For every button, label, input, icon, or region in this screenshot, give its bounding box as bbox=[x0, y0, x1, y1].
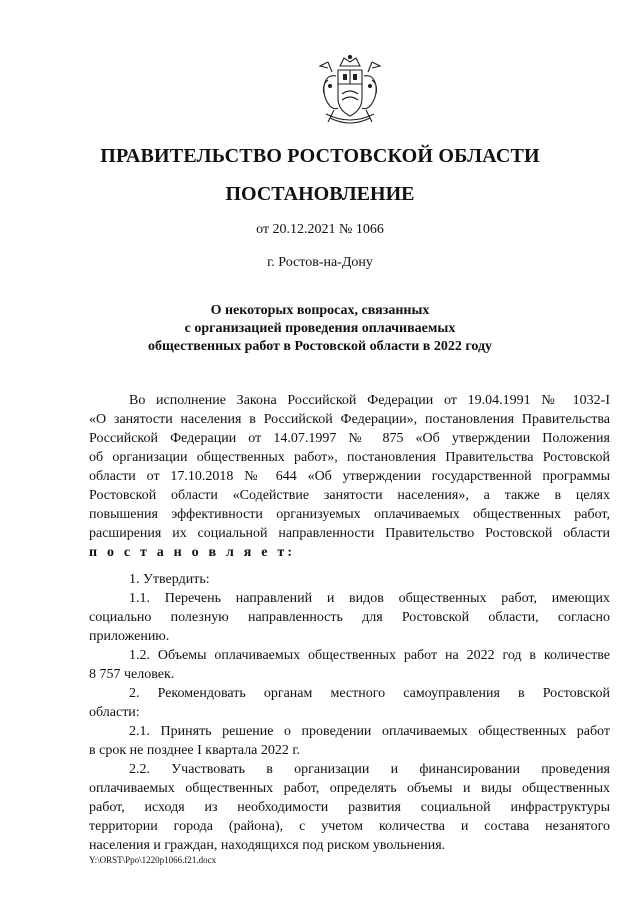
item-line: работ, исходя из необходимости развития социальной инфраструктуры bbox=[89, 800, 610, 815]
decree-items bbox=[89, 570, 610, 855]
document-subject bbox=[0, 302, 640, 356]
date-number-line: от 20.12.2021 № 1066 bbox=[256, 222, 384, 237]
item-line: оплачиваемых общественных работ, определять объемы и виды общественных bbox=[89, 781, 610, 796]
preamble-line: области от 17.10.2018 № 644 «Об утверждении государственной программы bbox=[89, 469, 610, 484]
org-title: ПРАВИТЕЛЬСТВО РОСТОВСКОЙ ОБЛАСТИ bbox=[100, 145, 540, 167]
place-of-issue: г. Ростов-на-Дону bbox=[267, 255, 373, 270]
preamble-line: Ростовской области «Содействие занятости населения», а также в целях bbox=[89, 488, 610, 503]
preamble-line: об организации общественных работ», постановления Правительства Ростовской bbox=[89, 450, 610, 465]
item-line: 2.2. Участвовать в организации и финансировании проведения bbox=[129, 762, 610, 777]
preamble-line: Во исполнение Закона Российской Федерации от 19.04.1991 № 1032-I bbox=[129, 393, 610, 408]
file-path-footer: Y:\ORST\Ppo\1220p1066.f21.docx bbox=[89, 855, 217, 865]
document-type: ПОСТАНОВЛЕНИЕ bbox=[225, 183, 415, 205]
coat-of-arms-icon bbox=[314, 54, 386, 130]
subject-line: с организацией проведения оплачиваемых bbox=[184, 321, 456, 336]
item-line: в срок не позднее I квартала 2022 г. bbox=[89, 743, 301, 758]
item-line: 2. Рекомендовать органам местного самоуправления в Ростовской bbox=[129, 686, 610, 701]
item-line: 8 757 человек. bbox=[89, 667, 175, 682]
item-line: области: bbox=[89, 705, 140, 720]
preamble-paragraph bbox=[89, 391, 610, 562]
decree-word: п о с т а н о в л я е т: bbox=[89, 545, 296, 560]
preamble-line: «О занятости населения в Российской Федерации», постановления Правительства bbox=[89, 412, 610, 427]
subject-line: О некоторых вопросах, связанных bbox=[210, 303, 430, 318]
item-line: 2.1. Принять решение о проведении оплачиваемых общественных работ bbox=[129, 724, 610, 739]
preamble-line: повышения эффективности организуемых оплачиваемых общественных работ, bbox=[89, 507, 610, 522]
item-line: населения и граждан, находящихся под риском увольнения. bbox=[89, 838, 446, 853]
item-line: 1.1. Перечень направлений и видов общественных работ, имеющих bbox=[129, 591, 610, 606]
item-line: территории города (района), с учетом количества и состава незанятого bbox=[89, 819, 610, 834]
item-line: 1. Утвердить: bbox=[129, 572, 210, 587]
preamble-line: расширения их социальной направленности Правительство Ростовской области bbox=[89, 526, 610, 541]
preamble-line: Российской Федерации от 14.07.1997 № 875 «Об утверждении Положения bbox=[89, 431, 610, 446]
item-line: 1.2. Объемы оплачиваемых общественных работ на 2022 год в количестве bbox=[129, 648, 610, 663]
item-line: социально полезную направленность для Ростовской области, согласно bbox=[89, 610, 610, 625]
subject-line: общественных работ в Ростовской области в 2022 году bbox=[147, 339, 493, 354]
item-line: приложению. bbox=[89, 629, 170, 644]
